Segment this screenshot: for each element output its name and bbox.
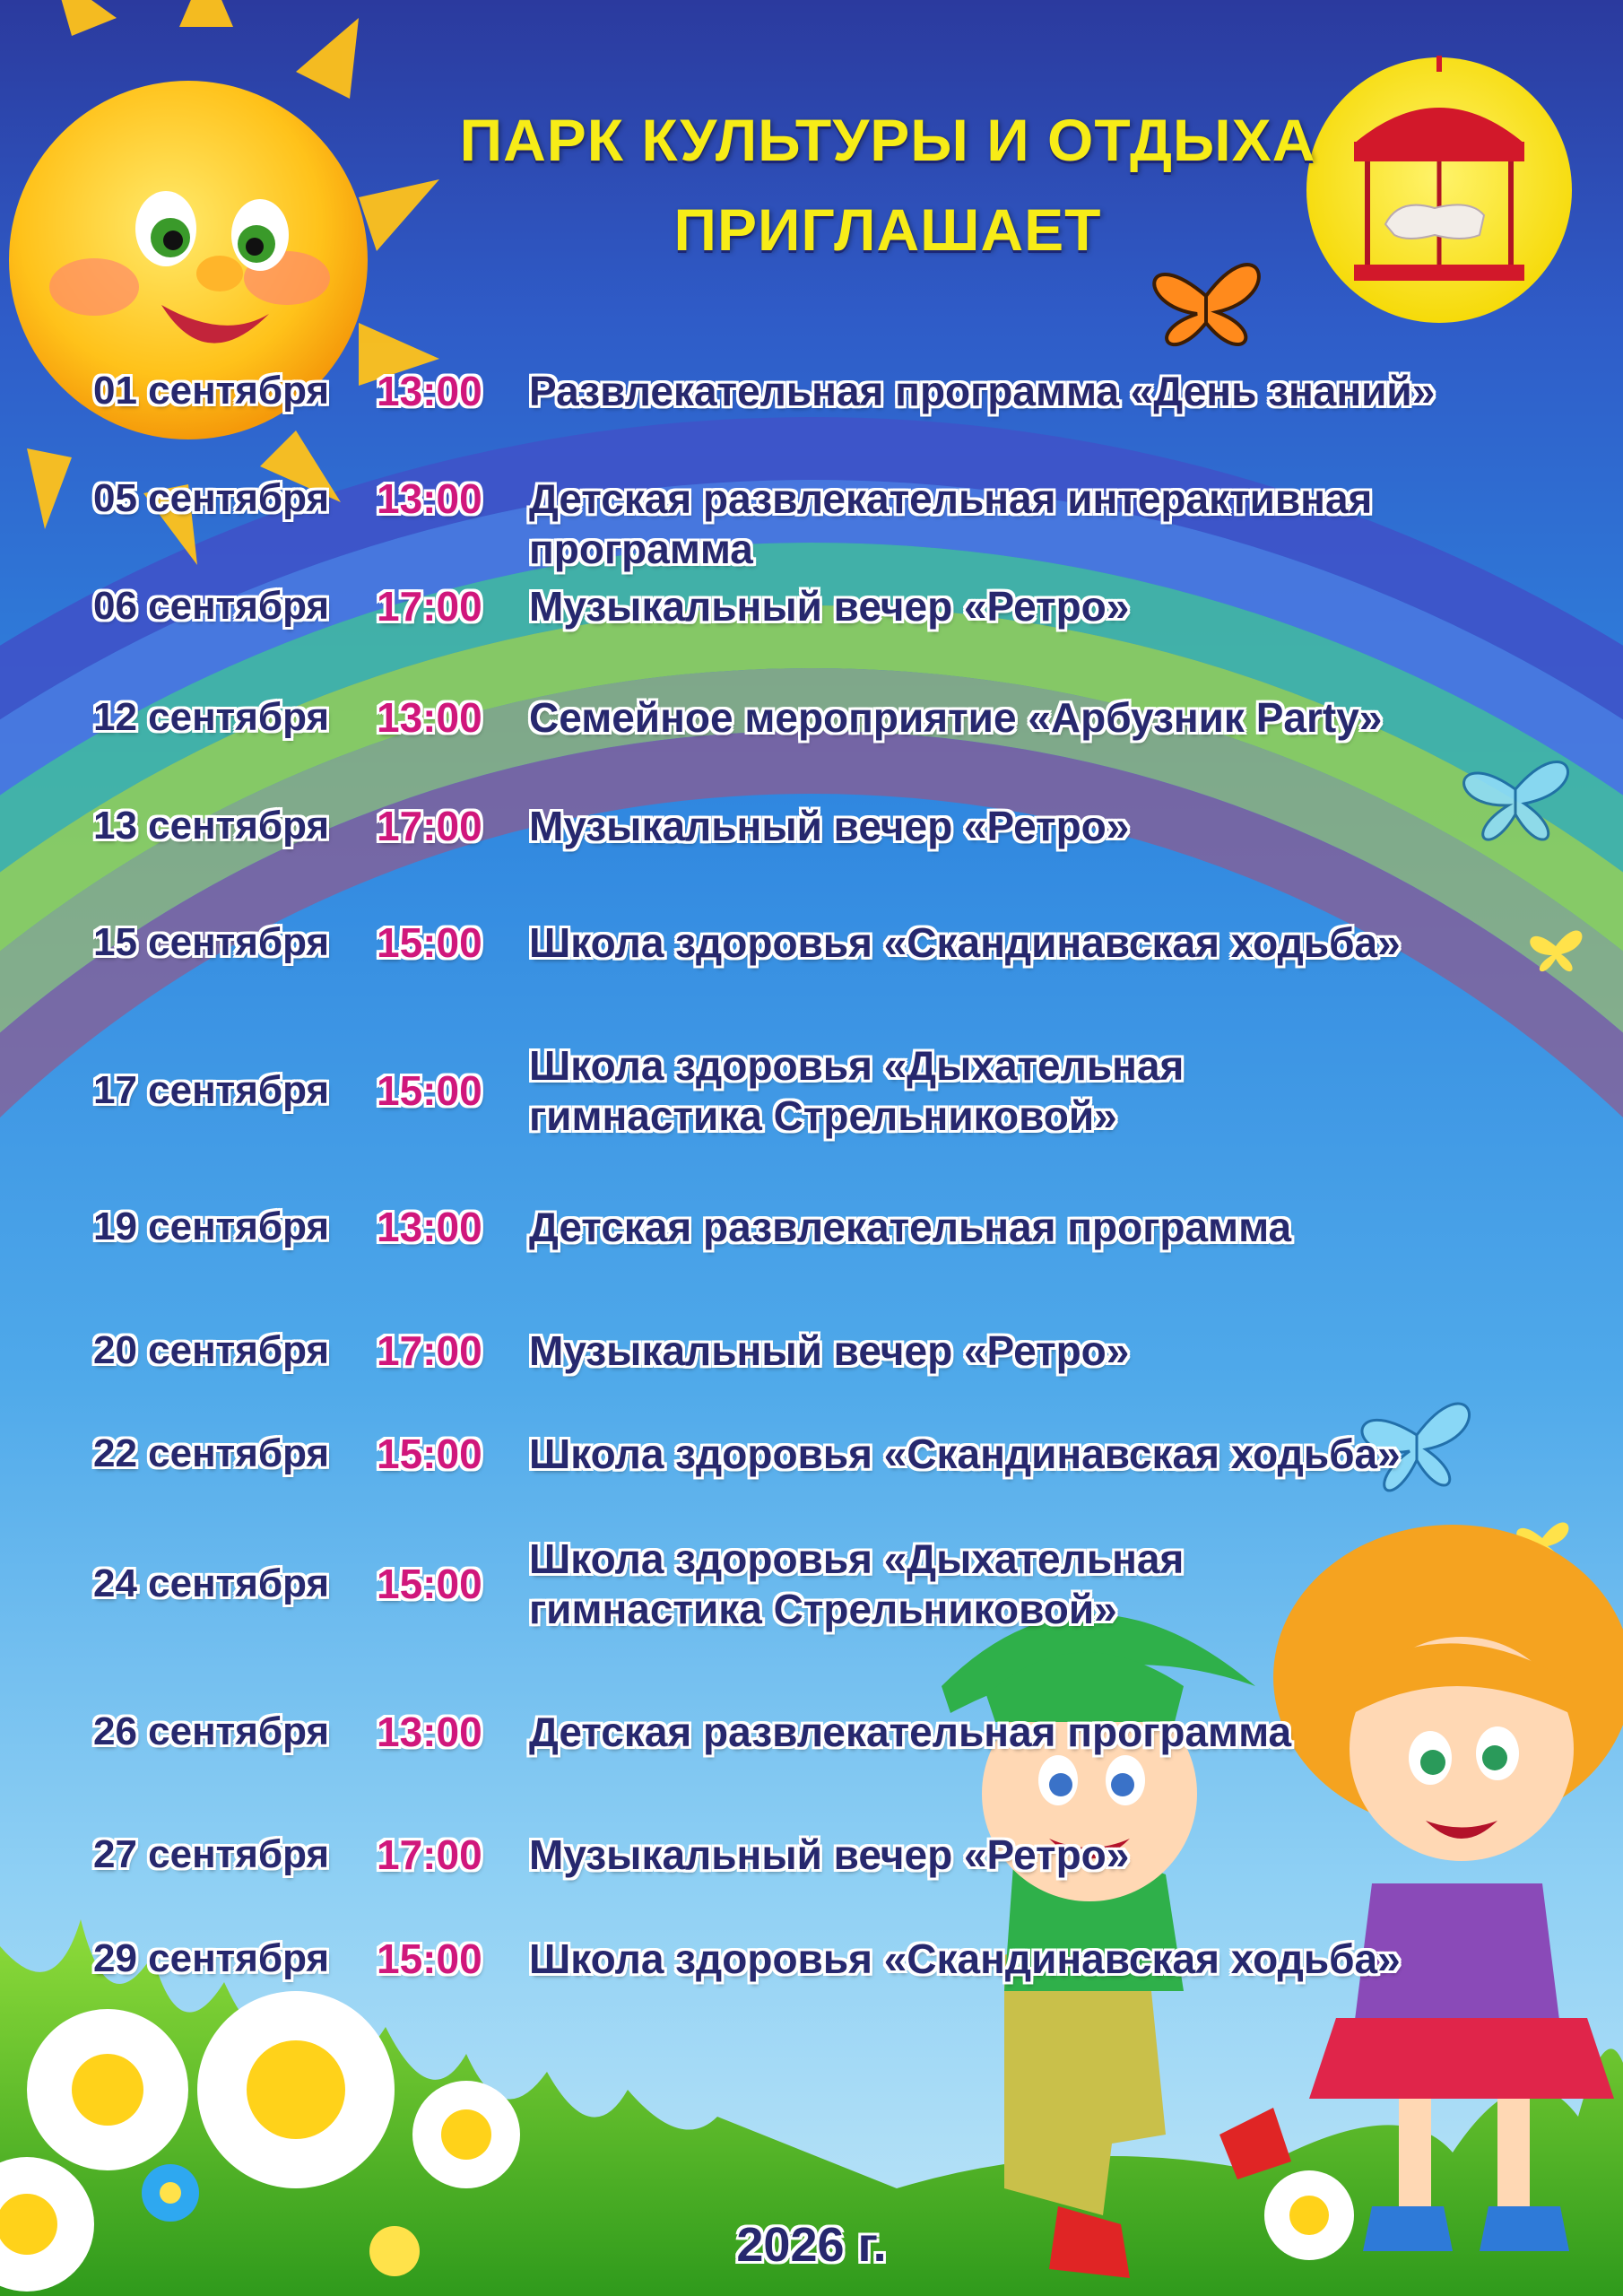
event-description-line: Детская развлекательная программа [529, 1204, 1292, 1250]
event-description-line: Школа здоровья «Скандинавская ходьба» [529, 1431, 1401, 1477]
event-description-line: Музыкальный вечер «Ретро» [529, 1327, 1130, 1374]
event-description-line: Музыкальный вечер «Ретро» [529, 583, 1130, 630]
event-description-line: гимнастика Стрельниковой» [529, 1092, 1117, 1139]
event-time: 13:00 [377, 475, 482, 522]
event-date: 22 сентября [93, 1431, 330, 1475]
event-time: 17:00 [377, 583, 482, 630]
event-date: 29 сентября [93, 1936, 330, 1980]
event-description-line: гимнастика Стрельниковой» [529, 1586, 1117, 1632]
page-subtitle: ПРИГЛАШАЕТ [673, 196, 1102, 263]
event-description [529, 474, 1605, 574]
event-description [529, 801, 1605, 851]
event-time: 17:00 [377, 803, 482, 849]
event-description [529, 366, 1605, 416]
event-time: 13:00 [377, 368, 482, 414]
event-description [529, 918, 1605, 968]
event-description-line: Детская развлекательная программа [529, 1709, 1292, 1755]
event-time: 15:00 [377, 1431, 482, 1477]
event-time: 17:00 [377, 1327, 482, 1374]
event-time: 13:00 [377, 694, 482, 741]
carousel-logo-icon [1306, 56, 1572, 323]
event-date: 26 сентября [93, 1709, 330, 1753]
event-date: 12 сентября [93, 695, 330, 739]
event-description-line: Детская развлекательная интерактивная программа [529, 475, 1373, 572]
event-description [529, 1429, 1605, 1479]
event-date: 19 сентября [93, 1205, 330, 1248]
event-description [529, 1534, 1605, 1634]
event-date: 20 сентября [93, 1328, 330, 1372]
event-description-line: Музыкальный вечер «Ретро» [529, 1831, 1130, 1878]
event-date: 24 сентября [93, 1561, 330, 1605]
event-description-line: Музыкальный вечер «Ретро» [529, 803, 1130, 849]
event-date: 05 сентября [93, 476, 330, 520]
event-description-line: Школа здоровья «Дыхательная [529, 1042, 1185, 1089]
event-time: 15:00 [377, 1561, 482, 1607]
event-description-line: Семейное мероприятие «Арбузник Party» [529, 694, 1383, 741]
event-description-line: Школа здоровья «Дыхательная [529, 1535, 1185, 1582]
event-date: 13 сентября [93, 804, 330, 848]
event-time: 15:00 [377, 1935, 482, 1982]
event-description-line: Развлекательная программа «День знаний» [529, 368, 1436, 414]
event-date: 15 сентября [93, 920, 330, 964]
event-description [529, 1040, 1605, 1141]
event-time: 17:00 [377, 1831, 482, 1878]
event-description [529, 692, 1605, 743]
event-description [529, 1326, 1605, 1376]
event-date: 06 сентября [93, 584, 330, 628]
event-date: 17 сентября [93, 1068, 330, 1112]
event-time: 13:00 [377, 1204, 482, 1250]
event-date: 01 сентября [93, 369, 330, 413]
event-description-line: Школа здоровья «Скандинавская ходьба» [529, 919, 1401, 966]
event-time: 15:00 [377, 919, 482, 966]
year-label: 2026 г. [736, 2218, 887, 2272]
page-title: ПАРК КУЛЬТУРЫ И ОТДЫХА [459, 107, 1316, 173]
event-description [529, 1934, 1605, 1984]
event-date: 27 сентября [93, 1832, 330, 1876]
event-description-line: Школа здоровья «Скандинавская ходьба» [529, 1935, 1401, 1982]
event-description [529, 581, 1605, 631]
event-time: 13:00 [377, 1709, 482, 1755]
event-description [529, 1707, 1605, 1757]
event-description [529, 1830, 1605, 1880]
event-time: 15:00 [377, 1067, 482, 1114]
event-description [529, 1202, 1605, 1252]
